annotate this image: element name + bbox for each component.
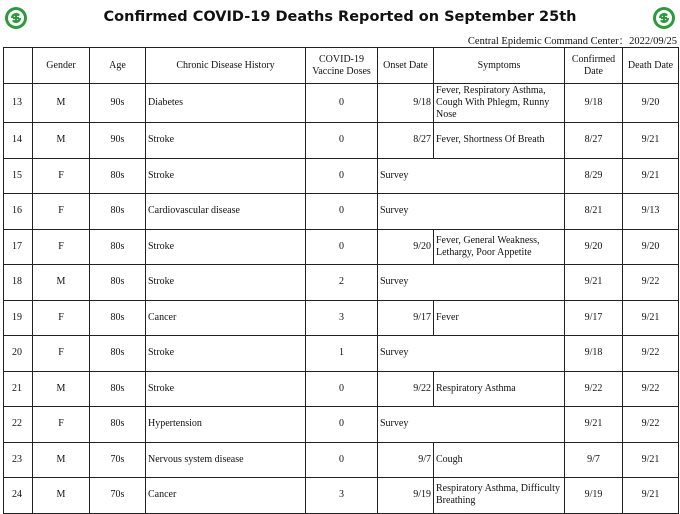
column-header-symptoms: Symptoms bbox=[434, 48, 565, 84]
gender-cell: M bbox=[33, 84, 90, 123]
doses-cell: 0 bbox=[306, 371, 378, 407]
doses-cell: 0 bbox=[306, 407, 378, 443]
doses-cell: 0 bbox=[306, 158, 378, 194]
history-cell: Stroke bbox=[146, 336, 306, 372]
table-row bbox=[4, 265, 679, 301]
case-number: 19 bbox=[4, 300, 33, 336]
confirmed-cell: 9/17 bbox=[565, 300, 623, 336]
case-number: 22 bbox=[4, 407, 33, 443]
survey-cell: Survey bbox=[378, 194, 565, 230]
confirmed-cell: 9/21 bbox=[565, 407, 623, 443]
death-cell: 9/21 bbox=[623, 123, 679, 159]
age-cell: 70s bbox=[90, 478, 146, 514]
gender-cell: F bbox=[33, 194, 90, 230]
onset-cell: 8/27 bbox=[378, 123, 434, 159]
table-row bbox=[4, 158, 679, 194]
gender-cell: M bbox=[33, 123, 90, 159]
gender-cell: M bbox=[33, 442, 90, 478]
death-cell: 9/21 bbox=[623, 478, 679, 514]
age-cell: 80s bbox=[90, 300, 146, 336]
gender-cell: M bbox=[33, 478, 90, 514]
death-cell: 9/22 bbox=[623, 407, 679, 443]
table-row bbox=[4, 407, 679, 443]
column-header-confirmed: Confirmed Date bbox=[565, 48, 623, 84]
death-cell: 9/22 bbox=[623, 336, 679, 372]
survey-cell: Survey bbox=[378, 265, 565, 301]
case-number: 20 bbox=[4, 336, 33, 372]
confirmed-cell: 9/22 bbox=[565, 371, 623, 407]
history-cell: Stroke bbox=[146, 229, 306, 265]
confirmed-cell: 9/7 bbox=[565, 442, 623, 478]
history-cell: Stroke bbox=[146, 371, 306, 407]
case-number: 18 bbox=[4, 265, 33, 301]
gender-cell: F bbox=[33, 158, 90, 194]
survey-cell: Survey bbox=[378, 336, 565, 372]
history-cell: Stroke bbox=[146, 158, 306, 194]
age-cell: 80s bbox=[90, 371, 146, 407]
confirmed-cell: 9/18 bbox=[565, 84, 623, 123]
age-cell: 90s bbox=[90, 123, 146, 159]
doses-cell: 0 bbox=[306, 84, 378, 123]
death-cell: 9/20 bbox=[623, 229, 679, 265]
symptoms-cell: Fever, Respiratory Asthma, Cough With Phlegm, Runny Nose bbox=[434, 84, 565, 123]
doses-cell: 3 bbox=[306, 478, 378, 514]
history-cell: Diabetes bbox=[146, 84, 306, 123]
gender-cell: F bbox=[33, 336, 90, 372]
table-row bbox=[4, 442, 679, 478]
table-row bbox=[4, 371, 679, 407]
symptoms-cell: Respiratory Asthma bbox=[434, 371, 565, 407]
gender-cell: M bbox=[33, 265, 90, 301]
onset-cell: 9/18 bbox=[378, 84, 434, 123]
death-cell: 9/21 bbox=[623, 442, 679, 478]
symptoms-cell: Respiratory Asthma, Difficulty Breathing bbox=[434, 478, 565, 514]
death-cell: 9/22 bbox=[623, 265, 679, 301]
age-cell: 80s bbox=[90, 158, 146, 194]
source-line: Central Epidemic Command Center：2022/09/25 bbox=[467, 36, 677, 47]
history-cell: Stroke bbox=[146, 123, 306, 159]
onset-cell: 9/20 bbox=[378, 229, 434, 265]
table-row bbox=[4, 229, 679, 265]
table-row bbox=[4, 84, 679, 123]
column-header-age: Age bbox=[90, 48, 146, 84]
page-title: Confirmed COVID-19 Deaths Reported on September 25th bbox=[103, 9, 577, 25]
column-header-death: Death Date bbox=[623, 48, 679, 84]
table-row bbox=[4, 300, 679, 336]
symptoms-cell: Fever, General Weakness, Lethargy, Poor Appetite bbox=[434, 229, 565, 265]
survey-cell: Survey bbox=[378, 158, 565, 194]
deaths-table bbox=[3, 47, 679, 514]
age-cell: 80s bbox=[90, 336, 146, 372]
age-cell: 80s bbox=[90, 229, 146, 265]
confirmed-cell: 9/19 bbox=[565, 478, 623, 514]
gender-cell: M bbox=[33, 371, 90, 407]
doses-cell: 1 bbox=[306, 336, 378, 372]
case-number: 14 bbox=[4, 123, 33, 159]
history-cell: Cardiovascular disease bbox=[146, 194, 306, 230]
case-number: 15 bbox=[4, 158, 33, 194]
column-header-doses: COVID-19 Vaccine Doses bbox=[306, 48, 378, 84]
confirmed-cell: 9/18 bbox=[565, 336, 623, 372]
doses-cell: 0 bbox=[306, 229, 378, 265]
death-cell: 9/20 bbox=[623, 84, 679, 123]
death-cell: 9/21 bbox=[623, 158, 679, 194]
table-row bbox=[4, 478, 679, 514]
case-number: 13 bbox=[4, 84, 33, 123]
table-row bbox=[4, 194, 679, 230]
gender-cell: F bbox=[33, 407, 90, 443]
age-cell: 80s bbox=[90, 407, 146, 443]
age-cell: 70s bbox=[90, 442, 146, 478]
gender-cell: F bbox=[33, 229, 90, 265]
confirmed-cell: 9/21 bbox=[565, 265, 623, 301]
doses-cell: 0 bbox=[306, 123, 378, 159]
age-cell: 80s bbox=[90, 194, 146, 230]
history-cell: Nervous system disease bbox=[146, 442, 306, 478]
confirmed-cell: 8/21 bbox=[565, 194, 623, 230]
onset-cell: 9/22 bbox=[378, 371, 434, 407]
death-cell: 9/13 bbox=[623, 194, 679, 230]
history-cell: Cancer bbox=[146, 478, 306, 514]
column-header-no bbox=[4, 48, 33, 84]
case-number: 17 bbox=[4, 229, 33, 265]
symptoms-cell: Fever, Shortness Of Breath bbox=[434, 123, 565, 159]
doses-cell: 2 bbox=[306, 265, 378, 301]
confirmed-cell: 8/27 bbox=[565, 123, 623, 159]
doses-cell: 0 bbox=[306, 442, 378, 478]
symptoms-cell: Cough bbox=[434, 442, 565, 478]
age-cell: 90s bbox=[90, 84, 146, 123]
history-cell: Hypertension bbox=[146, 407, 306, 443]
confirmed-cell: 9/20 bbox=[565, 229, 623, 265]
death-cell: 9/22 bbox=[623, 371, 679, 407]
onset-cell: 9/17 bbox=[378, 300, 434, 336]
column-header-history: Chronic Disease History bbox=[146, 48, 306, 84]
column-header-onset: Onset Date bbox=[378, 48, 434, 84]
age-cell: 80s bbox=[90, 265, 146, 301]
confirmed-cell: 8/29 bbox=[565, 158, 623, 194]
case-number: 21 bbox=[4, 371, 33, 407]
case-number: 23 bbox=[4, 442, 33, 478]
table-row bbox=[4, 336, 679, 372]
death-cell: 9/21 bbox=[623, 300, 679, 336]
history-cell: Cancer bbox=[146, 300, 306, 336]
doses-cell: 0 bbox=[306, 194, 378, 230]
header-row bbox=[4, 48, 679, 84]
doses-cell: 3 bbox=[306, 300, 378, 336]
gender-cell: F bbox=[33, 300, 90, 336]
case-number: 16 bbox=[4, 194, 33, 230]
onset-cell: 9/19 bbox=[378, 478, 434, 514]
symptoms-cell: Fever bbox=[434, 300, 565, 336]
column-header-gender: Gender bbox=[33, 48, 90, 84]
survey-cell: Survey bbox=[378, 407, 565, 443]
table-row bbox=[4, 123, 679, 159]
history-cell: Stroke bbox=[146, 265, 306, 301]
case-number: 24 bbox=[4, 478, 33, 514]
onset-cell: 9/7 bbox=[378, 442, 434, 478]
